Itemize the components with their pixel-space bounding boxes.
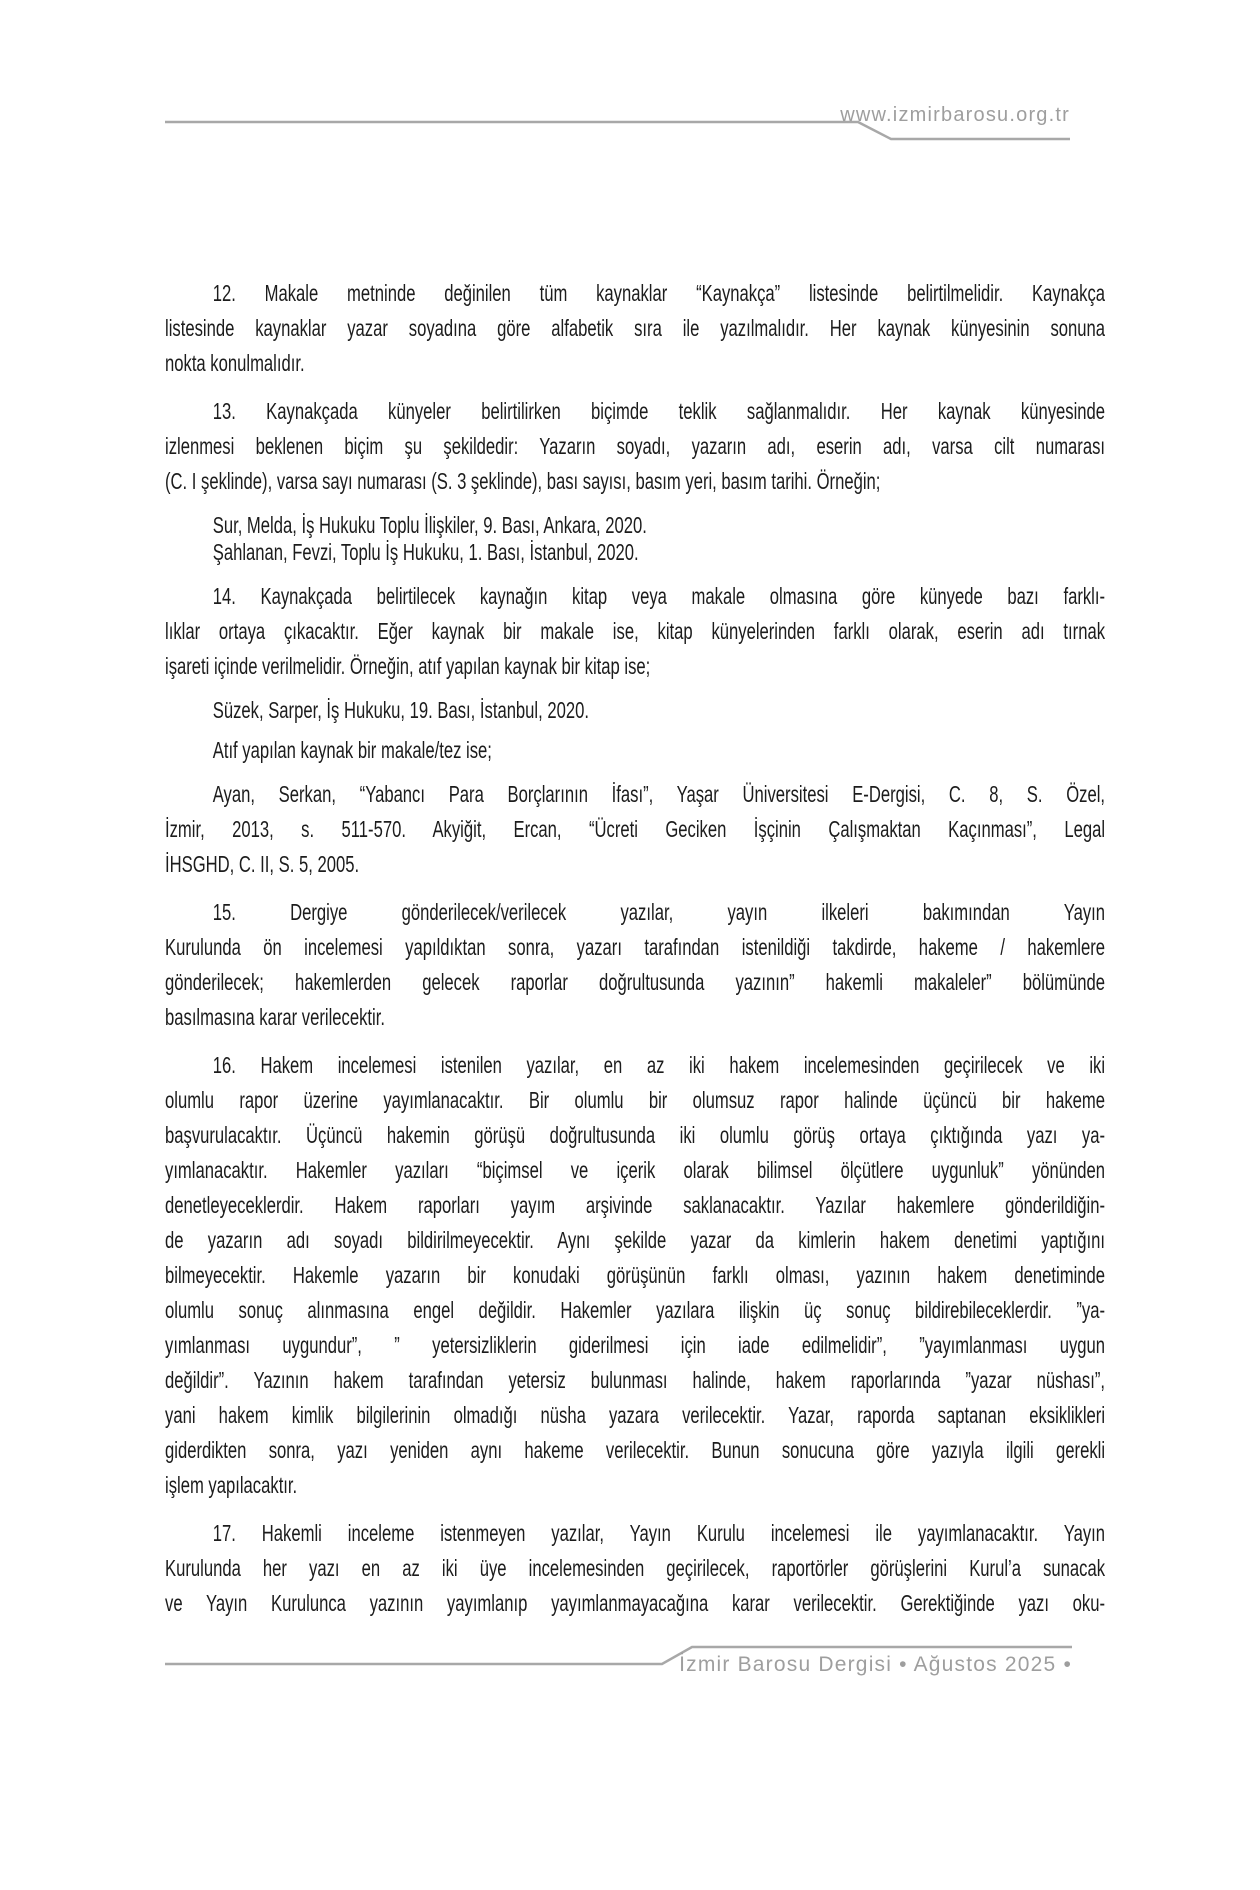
text-line: Atıf yapılan kaynak bir makale/tez ise; bbox=[212, 737, 492, 763]
paragraph-block bbox=[165, 1048, 1105, 1503]
text-line: yımlanması uygundur”, ” yetersizliklerin giderilmesi için iade edilmelidir”, ”yayımlanması uygun bbox=[165, 1332, 1106, 1358]
text-line: listesinde kaynaklar yazar soyadına göre alfabetik sıra ile yazılmalıdır. Her kaynak künyesinin sonuna bbox=[165, 315, 1106, 341]
text-line: 12. Makale metninde değinilen tüm kaynaklar “Kaynakça” listesinde belirtilmelidir. Kaynakça bbox=[212, 280, 1106, 306]
text-line: olumlu rapor üzerine yayımlanacaktır. Bir olumlu bir olumsuz rapor halinde üçüncü bir hakeme bbox=[165, 1087, 1106, 1113]
text-line: basılmasına karar verilecektir. bbox=[165, 1004, 385, 1030]
text-line: İHSGHD, C. II, S. 5, 2005. bbox=[165, 851, 360, 877]
footer-journal-line: İzmir Barosu Dergisi • Ağustos 2025 • bbox=[679, 1653, 1072, 1676]
text-line: de yazarın adı soyadı bildirilmeyecektir. Aynı şekilde yazar da kimlerin hakem denetimi yaptığını bbox=[165, 1227, 1106, 1253]
citation-block bbox=[165, 737, 1105, 764]
text-line: Kurulunda ön incelemesi yapıldıktan sonra, yazarı tarafından istenildiği takdirde, hakeme / hakemlere bbox=[165, 934, 1106, 960]
text-line: başvurulacaktır. Üçüncü hakemin görüşü doğrultusunda iki olumlu görüş ortaya çıktığında yazı ya- bbox=[165, 1122, 1106, 1148]
text-line: işlem yapılacaktır. bbox=[165, 1472, 298, 1498]
paragraph-block bbox=[165, 1516, 1105, 1621]
text-line: Kurulunda her yazı en az iki üye incelemesinden geçirilecek, raportörler görüşlerini Kurul’a sunacak bbox=[165, 1555, 1106, 1581]
text-line: 15. Dergiye gönderilecek/verilecek yazılar, yayın ilkeleri bakımından Yayın bbox=[212, 899, 1106, 925]
paragraph-block bbox=[165, 777, 1105, 882]
text-line: yani hakem kimlik bilgilerinin olmadığı nüsha yazara verilecektir. Yazar, raporda saptanan eksiklikleri bbox=[165, 1402, 1106, 1428]
text-line: denetleyeceklerdir. Hakem raporları yayım arşivinde saklanacaktır. Yazılar hakemlere gönderildiğin- bbox=[165, 1192, 1106, 1218]
text-line: (C. I şeklinde), varsa sayı numarası (S. 3 şeklinde), bası sayısı, basım yeri, basım tarihi. Örneğin; bbox=[165, 468, 881, 494]
text-line: ve Yayın Kurulunca yazının yayımlanıp yayımlanmayacağına karar verilecektir. Gerektiğinde yazı oku- bbox=[165, 1590, 1106, 1616]
paragraph-block bbox=[165, 276, 1105, 381]
content bbox=[165, 276, 1105, 1621]
citation-block bbox=[165, 697, 1105, 724]
paragraph-block bbox=[165, 895, 1105, 1035]
text-line: yımlanacaktır. Hakemler yazıları “biçimsel ve içerik olarak bilimsel ölçütlere uygunluk” yönünden bbox=[165, 1157, 1106, 1183]
text-line: 14. Kaynakçada belirtilecek kaynağın kitap veya makale olmasına göre künyede bazı farklı- bbox=[212, 583, 1106, 609]
text-line: lıklar ortaya çıkacaktır. Eğer kaynak bir makale ise, kitap künyelerinden farklı olarak, eserin adı tırnak bbox=[165, 618, 1106, 644]
citation-block bbox=[165, 512, 1105, 566]
text-line: izlenmesi beklenen biçim şu şekildedir: Yazarın soyadı, yazarın adı, eserin adı, varsa cilt numarası bbox=[165, 433, 1106, 459]
text-line: giderdikten sonra, yazı yeniden aynı hakeme verilecektir. Bunun sonucuna göre yazıyla ilgili gerekli bbox=[165, 1437, 1106, 1463]
text-line: değildir”. Yazının hakem tarafından yetersiz bulunması halinde, hakem raporlarında ”yazar nüshası”, bbox=[165, 1367, 1106, 1393]
text-line: Süzek, Sarper, İş Hukuku, 19. Bası, İstanbul, 2020. bbox=[212, 697, 589, 723]
text-line: gönderilecek; hakemlerden gelecek raporlar doğrultusunda yazının” hakemli makaleler” bölümünde bbox=[165, 969, 1106, 995]
text-line: olumlu sonuç alınmasına engel değildir. Hakemler yazılara ilişkin üç sonuç bildirebileceklerdir. ”ya- bbox=[165, 1297, 1106, 1323]
text-line: 13. Kaynakçada künyeler belirtilirken biçimde teklik sağlanmalıdır. Her kaynak künyesinde bbox=[212, 398, 1106, 424]
text-line: nokta konulmalıdır. bbox=[165, 350, 305, 376]
text-line: bilmeyecektir. Hakemle yazarın bir konudaki görüşünün farklı olması, yazının hakem denetiminde bbox=[165, 1262, 1106, 1288]
text-line: Şahlanan, Fevzi, Toplu İş Hukuku, 1. Bası, İstanbul, 2020. bbox=[212, 539, 639, 565]
text-line: 17. Hakemli inceleme istenmeyen yazılar, Yayın Kurulu incelemesi ile yayımlanacaktır. Yayın bbox=[212, 1520, 1106, 1546]
text-line: 16. Hakem incelemesi istenilen yazılar, en az iki hakem incelemesinden geçirilecek ve iki bbox=[212, 1052, 1106, 1078]
text-line: Ayan, Serkan, “Yabancı Para Borçlarının İfası”, Yaşar Üniversitesi E-Dergisi, C. 8, S. Özel, bbox=[212, 781, 1106, 807]
text-line: işareti içinde verilmelidir. Örneğin, atıf yapılan kaynak bir kitap ise; bbox=[165, 653, 651, 679]
text-line: İzmir, 2013, s. 511-570. Akyiğit, Ercan, “Ücreti Geciken İşçinin Çalışmaktan Kaçınması”, Legal bbox=[165, 816, 1106, 842]
text-line: Sur, Melda, İş Hukuku Toplu İlişkiler, 9. Bası, Ankara, 2020. bbox=[212, 512, 647, 538]
header-website-url: www.izmirbarosu.org.tr bbox=[840, 104, 1070, 126]
paragraph-block bbox=[165, 579, 1105, 684]
paragraph-block bbox=[165, 394, 1105, 499]
